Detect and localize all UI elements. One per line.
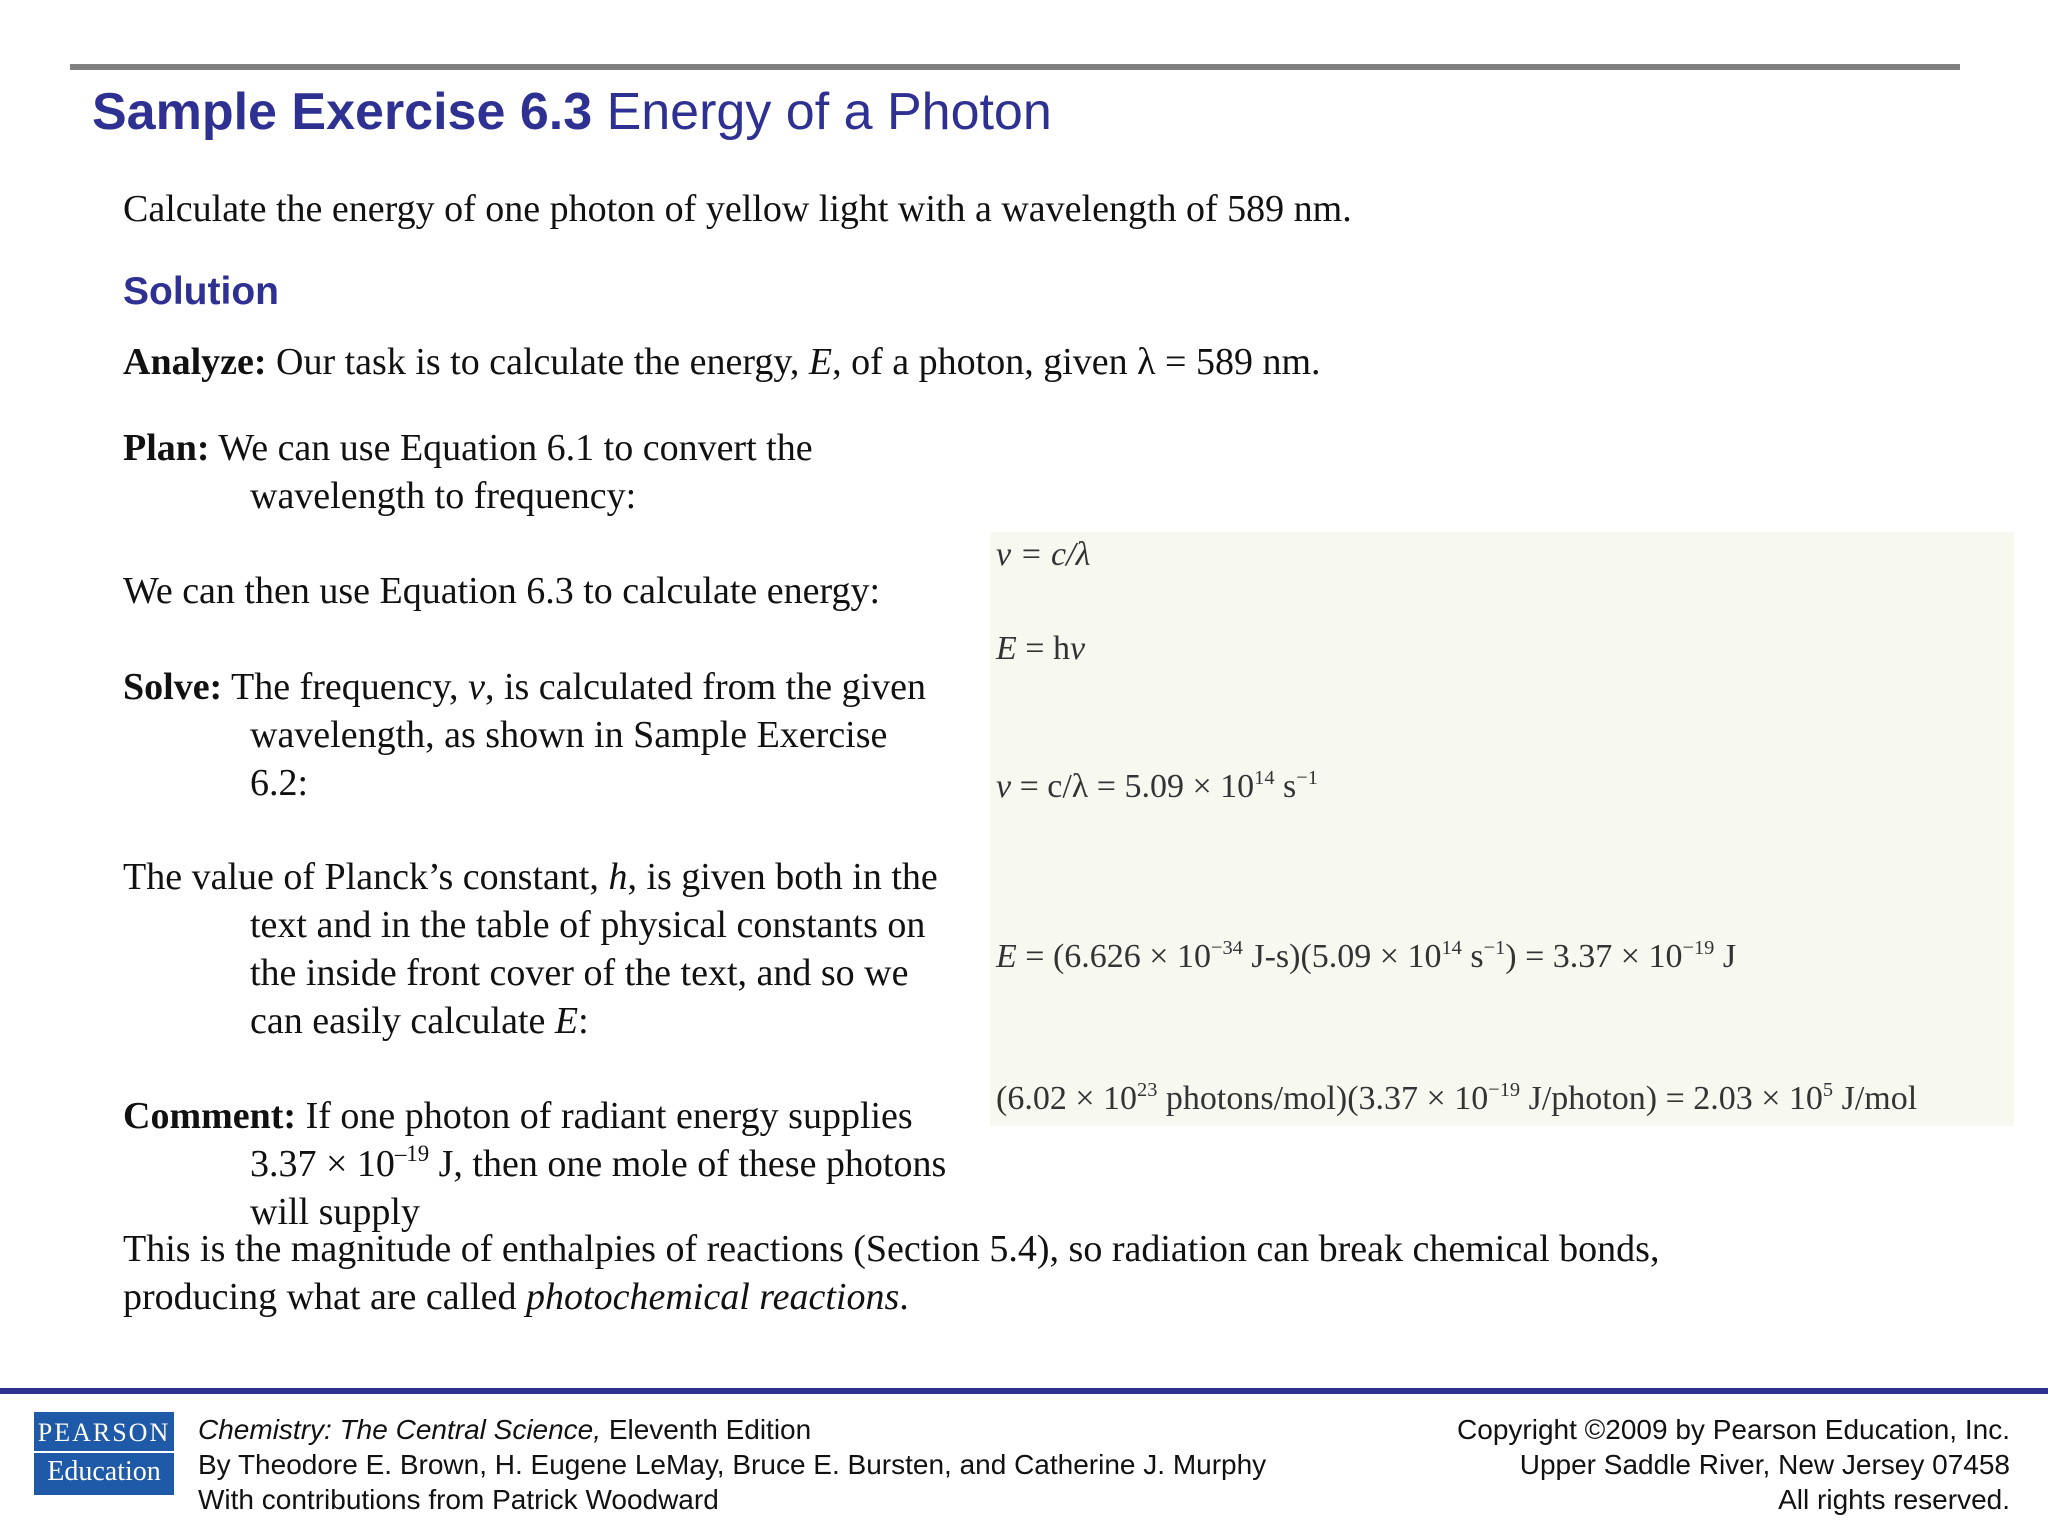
planck-text: The value of Planck’s constant, (123, 856, 609, 898)
closing-text: producing what are called (123, 1276, 527, 1318)
planck-text: : (578, 1000, 589, 1042)
solve-text: The frequency, (222, 666, 469, 708)
footer-copyright (1457, 1412, 2010, 1517)
logo-divider (34, 1451, 174, 1453)
eq-text: = h (1016, 630, 1070, 667)
comment-paragraph (123, 1092, 946, 1236)
eq-exponent: −1 (1483, 936, 1506, 959)
planck-var: E (554, 1000, 579, 1042)
eq-exponent: −19 (1682, 936, 1715, 959)
eq-text: photons/mol)(3.37 × 10 (1157, 1080, 1489, 1117)
footer-rights: All rights reserved. (1778, 1484, 2010, 1515)
equation-energy (996, 630, 1085, 668)
planck-text: can easily calculate (250, 1000, 555, 1042)
header-rule (70, 64, 1960, 70)
logo-line: PEARSON (37, 1418, 171, 1447)
equation-energy-value (996, 938, 1736, 976)
planck-line: the inside front cover of the text, and so we (250, 952, 909, 994)
eq-var: ν (1069, 630, 1086, 667)
equation-molar-energy (996, 1080, 1917, 1118)
footer-address: Upper Saddle River, New Jersey 07458 (1519, 1449, 2010, 1480)
footer-copyright-line: Copyright ©2009 by Pearson Education, Inc. (1457, 1414, 2010, 1445)
analyze-var: E (808, 341, 833, 383)
planck-line: text and in the table of physical constants on (250, 904, 926, 946)
analyze-text: Our task is to calculate the energy, (266, 341, 809, 383)
solution-heading: Solution (123, 270, 279, 313)
comment-label: Comment: (123, 1095, 297, 1137)
question-text: Calculate the energy of one photon of yellow light with a wavelength of 589 nm. (123, 188, 1352, 230)
equation-frequency-value (996, 768, 1318, 806)
planck-var: h (608, 856, 628, 898)
logo-line: Education (47, 1456, 161, 1487)
solve-var: ν (468, 666, 485, 708)
eq-exponent: 14 (1441, 936, 1462, 959)
solve-line: wavelength, as shown in Sample Exercise (250, 714, 888, 756)
eq-var: ν (996, 768, 1012, 805)
analyze-label: Analyze: (123, 341, 267, 383)
solve-text: , is calculated from the given (484, 666, 927, 708)
solve-paragraph (123, 663, 926, 807)
eq-var: ν (996, 536, 1012, 573)
eq-text: J-s)(5.09 × 10 (1242, 938, 1442, 975)
analyze-text-end: , of a photon, given λ = 589 nm. (832, 341, 1321, 383)
equation-frequency (996, 536, 1090, 574)
comment-line: will supply (250, 1191, 420, 1233)
eq-exponent: 14 (1254, 766, 1275, 789)
planck-text: , is given both in the (627, 856, 938, 898)
planck-paragraph (123, 853, 938, 1045)
footer-edition: Eleventh Edition (601, 1414, 812, 1445)
eq-text: J (1714, 938, 1737, 975)
footer-authors: By Theodore E. Brown, H. Eugene LeMay, Bruce E. Bursten, and Catherine J. Murphy (198, 1449, 1267, 1480)
title-exercise-number: Sample Exercise 6.3 (92, 83, 593, 141)
closing-text: This is the magnitude of enthalpies of reactions (Section 5.4), so radiation can break chemical bonds, (123, 1228, 1660, 1270)
comment-text: 3.37 × 10 (250, 1143, 395, 1185)
footer-contributions: With contributions from Patrick Woodward (198, 1484, 719, 1515)
eq-exponent: −34 (1210, 936, 1243, 959)
solve-line: 6.2: (250, 762, 309, 804)
closing-emphasis: photochemical reactions (526, 1276, 900, 1318)
footer-citation (198, 1412, 1266, 1517)
eq-text: s (1461, 938, 1484, 975)
equation-panel (990, 532, 2014, 1126)
plan-paragraph (123, 424, 813, 520)
eq-exponent: −19 (1488, 1078, 1521, 1101)
analyze-paragraph (123, 338, 1321, 386)
eq-exponent: 5 (1822, 1078, 1834, 1101)
solve-label: Solve: (123, 666, 223, 708)
closing-paragraph (123, 1225, 1659, 1321)
eq-var: E (996, 630, 1017, 667)
pearson-logo (34, 1412, 174, 1495)
eq-exponent: 23 (1137, 1078, 1158, 1101)
eq-text: J/photon) = 2.03 × 10 (1520, 1080, 1823, 1117)
eq-text: s (1274, 768, 1297, 805)
eq-text: (6.02 × 10 (996, 1080, 1137, 1117)
title-topic: Energy of a Photon (592, 83, 1052, 141)
comment-text: J, then one mole of these photons (429, 1143, 947, 1185)
plan-label: Plan: (123, 427, 210, 469)
eq-var: E (996, 938, 1017, 975)
plan-line: We can use Equation 6.1 to convert the (209, 427, 813, 469)
comment-exponent: –19 (394, 1141, 430, 1167)
planck-line (123, 997, 938, 1045)
comment-line (123, 1140, 946, 1188)
footer-book-title: Chemistry: The Central Science, (198, 1414, 602, 1445)
then-paragraph: We can then use Equation 6.3 to calculate energy: (123, 570, 881, 612)
slide-title (92, 82, 1052, 142)
eq-text: = c/λ = 5.09 × 10 (1011, 768, 1255, 805)
plan-line: wavelength to frequency: (250, 475, 637, 517)
eq-exponent: −1 (1296, 766, 1318, 789)
eq-text: J/mol (1833, 1080, 1918, 1117)
footer-rule (0, 1388, 2048, 1394)
eq-text: = c/λ (1011, 536, 1091, 573)
comment-text: If one photon of radiant energy supplies (296, 1095, 913, 1137)
eq-text: = (6.626 × 10 (1016, 938, 1211, 975)
closing-text: . (899, 1276, 909, 1318)
eq-text: ) = 3.37 × 10 (1505, 938, 1683, 975)
